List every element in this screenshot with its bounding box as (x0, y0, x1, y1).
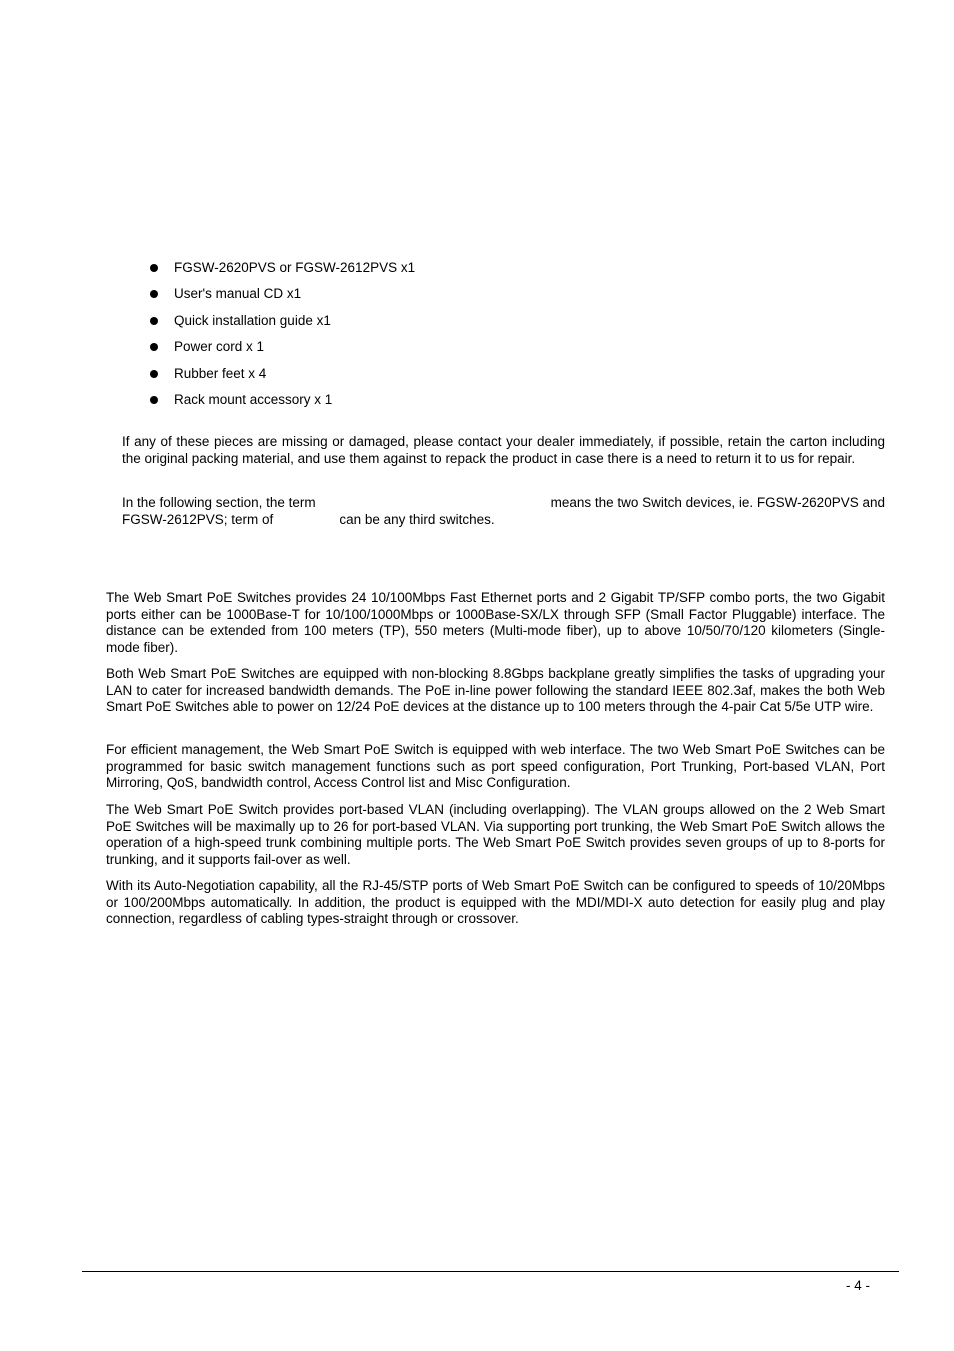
overview-paragraph: For efficient management, the Web Smart PoE Switch is equipped with web interface. The two Web Smart PoE Switches can be programmed for basic switch management functions such as port speed configuration, Port Trunking, Port-based VLAN, Port Mirroring, QoS, bandwidth control, Access Control list and Misc Configuration. (106, 742, 885, 791)
term-definition-line-2 (122, 512, 885, 529)
list-item (150, 312, 415, 338)
list-item (150, 338, 415, 364)
footer-divider (82, 1271, 899, 1272)
page-number: - 4 - (846, 1278, 871, 1293)
term-definition-paragraph (122, 495, 885, 528)
term-line2-part1: FGSW-2612PVS; term of (122, 511, 274, 527)
overview-paragraph: With its Auto-Negotiation capability, all the RJ-45/STP ports of Web Smart PoE Switch can be configured to speeds of 10/20Mbps or 100/200Mbps automatically. In addition, the product is equipped with the MDI/MDI-X auto detection for easily plug and play connection, regardless of cabling types-straight through or crossover. (106, 878, 885, 927)
term-line1-part2: means the two Switch devices, ie. FGSW-2620PVS and (550, 495, 885, 510)
list-item-text: FGSW-2620PVS or FGSW-2612PVS x1 (174, 260, 416, 275)
list-item (150, 285, 415, 311)
bullet-icon (150, 317, 158, 325)
missing-items-notice: If any of these pieces are missing or damaged, please contact your dealer immediately, if possible, retain the carton including the original packing material, and use them against to repack the product in case there is a need to return it to us for repair. (122, 434, 885, 466)
list-item (150, 391, 415, 417)
list-item (150, 259, 415, 285)
overview-paragraph: The Web Smart PoE Switch provides port-based VLAN (including overlapping). The VLAN groups allowed on the 2 Web Smart PoE Switches will be maximally up to 26 for port-based VLAN. Via supporting port trunking, the Web Smart PoE Switch allows the operation of a high-speed trunk combining multiple ports. The Web Smart PoE Switch provides seven groups of up to 8-ports for trunking, and it supports fail-over as well. (106, 802, 885, 868)
term-line2-part2: can be any third switches. (339, 511, 495, 527)
list-item-text: Rack mount accessory x 1 (174, 391, 333, 407)
overview-paragraph: Both Web Smart PoE Switches are equipped with non-blocking 8.8Gbps backplane greatly simplifies the tasks of upgrading your LAN to cater for increased bandwidth demands. The PoE in-line power following the standard IEEE 802.3af, makes the both Web Smart PoE Switches able to power on 12/24 PoE devices at the distance up to 100 meters through the 4-pair Cat 5/5e UTP wire. (106, 666, 885, 715)
term-line1-part1: In the following section, the term (122, 495, 316, 510)
overview-paragraph: The Web Smart PoE Switches provides 24 10/100Mbps Fast Ethernet ports and 2 Gigabit TP/SFP combo ports, the two Gigabit ports either can be 1000Base-T for 10/100/1000Mbps or 1000Base-SX/LX through SFP (Small Factor Pluggable) interface. The distance can be extended from 100 meters (TP), 550 meters (Multi-mode fiber), up to above 10/50/70/120 kilometers (Single-mode fiber). (106, 590, 885, 656)
package-contents-list (150, 259, 415, 417)
list-item-text: User's manual CD x1 (174, 286, 302, 302)
bullet-icon (150, 290, 158, 298)
term-definition-line-1 (122, 495, 885, 512)
bullet-icon (150, 264, 158, 272)
list-item-text: Rubber feet x 4 (174, 365, 267, 381)
list-item-text: Quick installation guide x1 (174, 312, 331, 328)
bullet-icon (150, 343, 158, 351)
bullet-icon (150, 396, 158, 404)
list-item-text: Power cord x 1 (174, 339, 265, 355)
list-item (150, 365, 415, 391)
bullet-icon (150, 370, 158, 378)
